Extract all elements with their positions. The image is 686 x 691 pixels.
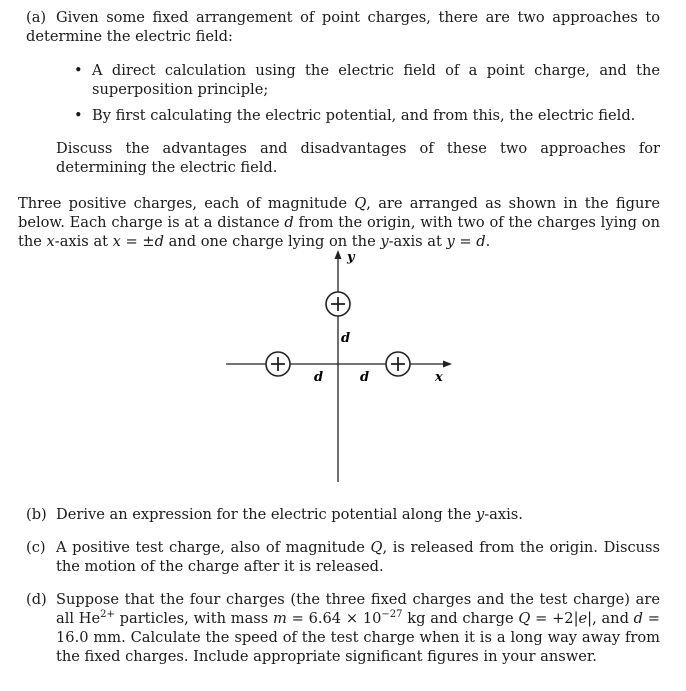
bullet-text: A direct calculation using the electric field of a point charge, and the superposition principle;: [92, 62, 660, 98]
y-axis-arrow-icon: [335, 250, 342, 259]
setup-paragraph: Three positive charges, each of magnitude Q, are arranged as shown in the figure below. Each charge is at a distance d from the origin, with two of the charges lying on the x-axis at x = ±d and one charge lying on the y-axis at y = d.: [18, 195, 660, 250]
part-d: (d) Suppose that the four charges (the three fixed charges and the test charge) are all $He^{2+}$ particles, with mass $m = 6.64 \times 10^{-27}$ kg and charge Q = +2|e|, and d = 16.0 mm. Calculate the speed of the test charge when it is a long way away from the fixed charges. Include appropriate significant figures in your answer.: [26, 591, 660, 665]
part-a-intro-text: Given some fixed arrangement of point charges, there are two approaches to determine the electric field:: [26, 9, 660, 45]
charge-right: [386, 352, 410, 376]
y-axis-label: y: [347, 250, 355, 265]
list-item: [74, 106, 660, 125]
part-a-discuss: Discuss the advantages and disadvantages of these two approaches for determining the electric field.: [56, 140, 660, 176]
distance-label-top: d: [341, 331, 351, 346]
bullet-icon: •: [74, 107, 83, 124]
part-a-intro: [26, 8, 660, 46]
charge-diagram: [220, 246, 460, 486]
list-item: [74, 61, 660, 99]
charge-left: [266, 352, 290, 376]
part-a-bullets: [74, 61, 660, 125]
bullet-text: By first calculating the electric potential, and from this, the electric field.: [92, 107, 636, 124]
part-b: (b) Derive an expression for the electric potential along the y-axis.: [26, 506, 523, 523]
charge-top: [326, 292, 350, 316]
bullet-icon: •: [74, 62, 83, 79]
part-a-label: (a): [26, 9, 47, 26]
distance-label-right: d: [360, 370, 370, 385]
part-b-label: (b): [26, 506, 47, 523]
part-c: (c) A positive test charge, also of magnitude Q, is released from the origin. Discuss the motion of the charge after it is released.: [26, 539, 660, 575]
x-axis-arrow-icon: [443, 361, 452, 368]
part-d-label: (d): [26, 591, 47, 608]
x-axis-label: x: [435, 370, 443, 385]
distance-label-left: d: [314, 370, 324, 385]
part-c-label: (c): [26, 539, 46, 556]
